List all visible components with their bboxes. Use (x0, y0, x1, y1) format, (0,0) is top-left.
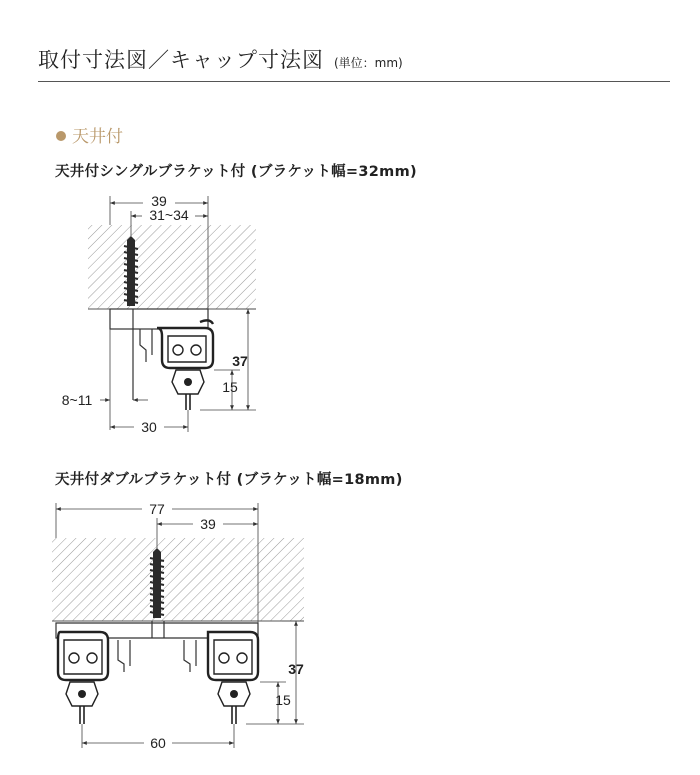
bracket-base (110, 309, 208, 329)
dim-hook-height: 15 (275, 692, 291, 708)
dim-rail-width: 30 (141, 419, 157, 435)
page-title-text: 取付寸法図／キャップ寸法図 (38, 48, 324, 72)
ceiling-block (88, 225, 256, 309)
runner-hook-left (66, 682, 98, 724)
dim-rail-spacing: 60 (150, 735, 166, 751)
rail-profile (157, 320, 213, 368)
double-bracket-drawing (52, 501, 304, 751)
rail-profile-left (58, 632, 108, 680)
dim-screw-range: 31~34 (149, 207, 189, 223)
dim-height-total: 37 (232, 353, 248, 369)
dim-total-width: 39 (151, 193, 167, 209)
single-bracket-heading: 天井付シングルブラケット付 (ブラケット幅=32mm) (55, 164, 417, 180)
rail-profile-right (208, 632, 258, 680)
section-label-text: 天井付 (72, 127, 123, 147)
runner-hook (172, 370, 204, 410)
dim-hook-height: 15 (222, 379, 238, 395)
ceiling-block (52, 538, 304, 621)
single-bracket-drawing (62, 193, 256, 435)
dim-total-width: 77 (149, 501, 165, 517)
double-bracket-heading: 天井付ダブルブラケット付 (ブラケット幅=18mm) (55, 472, 403, 488)
unit-note: (単位：mm) (334, 56, 403, 70)
dim-height-total: 37 (288, 661, 304, 677)
dim-half-width: 39 (200, 516, 216, 532)
dim-offset: 8~11 (61, 392, 93, 408)
runner-hook-right (218, 682, 250, 724)
